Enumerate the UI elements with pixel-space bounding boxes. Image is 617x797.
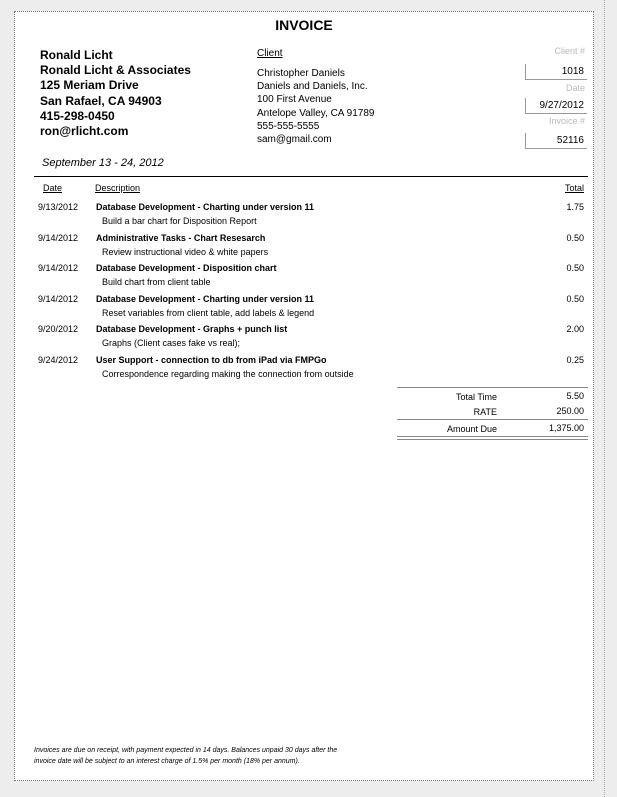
row-total: 0.25 [566, 354, 584, 365]
row-title: Database Development - Charting under version 11 [96, 293, 315, 304]
row-detail: Build a bar chart for Disposition Report [102, 216, 257, 226]
invoice-title: INVOICE [275, 17, 333, 33]
sender-name: Ronald Licht [40, 48, 113, 62]
row-total: 2.00 [566, 324, 584, 334]
table-row [15, 233, 593, 264]
row-detail: Correspondence regarding making the connection from outside [102, 368, 354, 379]
page-edge-right [604, 0, 606, 797]
row-detail: Reset variables from client table, add labels & legend [102, 307, 315, 318]
client-number-label: Client # [554, 46, 585, 56]
amount-due-value: 1,375.00 [548, 423, 584, 433]
row-date: 9/13/2012 [38, 202, 79, 212]
client-city: Antelope Valley, CA 91789 [257, 107, 375, 119]
client-number-field: 1018 [525, 64, 587, 80]
client-heading: Client [257, 48, 283, 59]
row-title: Database Development - Graphs + punch list [96, 324, 288, 334]
client-email: sam@gmail.com [257, 134, 332, 146]
row-date: 9/14/2012 [38, 293, 79, 304]
payment-terms-note [34, 745, 337, 767]
sender-company: Ronald Licht & Associates [40, 63, 191, 78]
summary-double-rule-a [397, 436, 588, 437]
row-total: 0.50 [566, 263, 584, 273]
row-title: Database Development - Charting under version 11 [96, 202, 315, 212]
invoice-number-field: 52116 [525, 133, 587, 149]
row-detail: Graphs (Client cases fake vs real); [102, 338, 241, 348]
row-total: 0.50 [566, 293, 584, 304]
invoice-date-field: 9/27/2012 [525, 98, 587, 114]
column-header-description: Description [95, 183, 141, 193]
column-header-total: Total [564, 183, 584, 193]
client-street: 100 First Avenue [257, 94, 332, 106]
payment-terms-line: invoice date will be subject to an interest charge of 1.5% per month (18% per annum). [34, 758, 300, 765]
table-row [15, 294, 593, 325]
row-title: Database Development - Disposition chart [96, 263, 277, 273]
rate-value: 250.00 [556, 406, 584, 416]
row-total: 1.75 [566, 202, 584, 212]
sender-block [40, 48, 191, 139]
sender-email: ron@rlicht.com [40, 124, 129, 139]
rate-label: RATE [473, 407, 497, 417]
total-time-value: 5.50 [566, 391, 584, 401]
table-row [15, 355, 593, 386]
table-row [15, 263, 593, 294]
sender-city: San Rafael, CA 94903 [40, 93, 162, 108]
row-detail: Review instructional video & white papers [102, 246, 269, 257]
row-date: 9/24/2012 [38, 354, 79, 365]
billing-period: September 13 - 24, 2012 [42, 157, 164, 169]
line-items [15, 202, 593, 385]
summary-double-rule-b [397, 439, 588, 440]
amount-due-label: Amount Due [446, 424, 497, 434]
row-total: 0.50 [566, 232, 584, 243]
row-title: Administrative Tasks - Chart Resesarch [96, 232, 266, 243]
sender-phone: 415-298-0450 [40, 108, 115, 123]
row-date: 9/14/2012 [38, 263, 79, 273]
summary-top-rule [397, 387, 588, 388]
client-phone: 555-555-5555 [257, 120, 320, 132]
client-block [257, 67, 375, 146]
table-row [15, 202, 593, 233]
header-divider [34, 176, 588, 177]
summary-mid-rule [397, 419, 588, 420]
total-time-label: Total Time [455, 392, 497, 402]
client-name: Christopher Daniels [257, 68, 345, 79]
row-date: 9/14/2012 [38, 232, 79, 243]
sender-street: 125 Meriam Drive [40, 78, 139, 93]
row-date: 9/20/2012 [38, 324, 79, 334]
row-detail: Build chart from client table [102, 277, 211, 287]
payment-terms-line: Invoices are due on receipt, with payment expected in 14 days. Balances unpaid 30 days after the [34, 747, 338, 754]
invoice-page [14, 11, 594, 781]
column-header-date: Date [43, 183, 63, 193]
invoice-number-label: Invoice # [548, 116, 585, 126]
client-company: Daniels and Daniels, Inc. [257, 81, 368, 93]
table-row [15, 324, 593, 355]
row-title: User Support - connection to db from iPad via FMPGo [96, 354, 327, 365]
invoice-date-label: Date [565, 83, 585, 93]
